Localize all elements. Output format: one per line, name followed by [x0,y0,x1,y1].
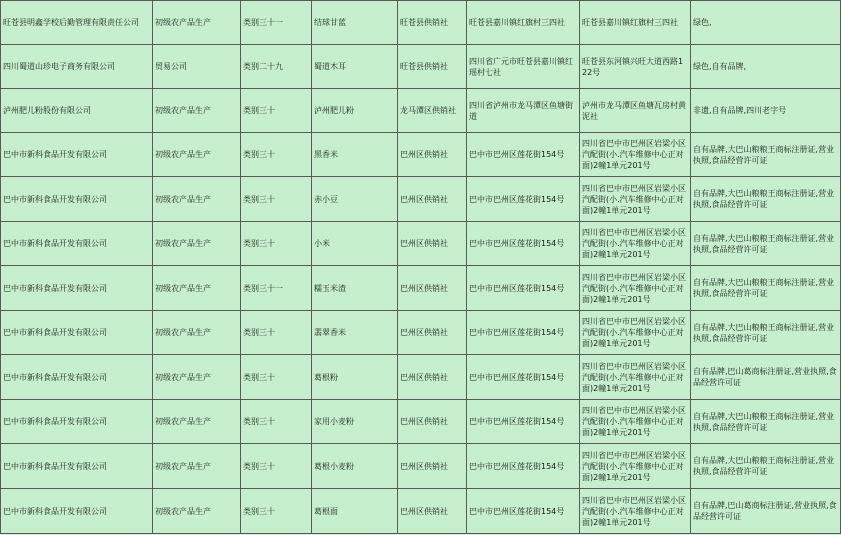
product-cell: 泸州肥儿粉 [312,89,398,133]
class-cell: 类别三十 [241,444,312,489]
category-cell: 初级农产品生产 [153,177,241,222]
production-address-cell: 旺苍县东河镇兴旺大道西路122号 [580,45,691,89]
product-cell: 黑香米 [312,133,398,177]
company-cell: 旺苍县明鑫学校后勤管理有限责任公司 [1,1,153,45]
supplier-cell: 巴州区供销社 [398,177,467,222]
note-cell: 自有品牌,大巴山粮粮王商标注册证,营业执照,食品经营许可证 [691,133,841,177]
product-cell: 葛根面 [312,489,398,534]
company-cell: 四川蜀道山珍电子商务有限公司 [1,45,153,89]
production-address-cell: 四川省巴中市巴州区岩梁小区汽配街(小.汽车维修中心正对面)2幢1单元201号 [580,400,691,444]
product-cell: 蜀道木耳 [312,45,398,89]
product-cell: 小米 [312,222,398,266]
company-cell: 巴中市新科食品开发有限公司 [1,489,153,534]
address-cell: 巴中市巴州区莲花街154号 [467,444,580,489]
supplier-cell: 旺苍县供销社 [398,1,467,45]
note-cell: 绿色, [691,1,841,45]
company-cell: 巴中市新科食品开发有限公司 [1,222,153,266]
category-cell: 初级农产品生产 [153,355,241,400]
class-cell: 类别三十 [241,489,312,534]
category-cell: 初级农产品生产 [153,1,241,45]
category-cell: 初级农产品生产 [153,266,241,311]
supplier-cell: 旺苍县供销社 [398,45,467,89]
product-cell: 糯玉米渣 [312,266,398,311]
address-cell: 四川省泸州市龙马潭区鱼塘街道 [467,89,580,133]
table-row [1,1,841,45]
supplier-cell: 巴州区供销社 [398,400,467,444]
company-cell: 巴中市新科食品开发有限公司 [1,355,153,400]
supplier-cell: 龙马潭区供销社 [398,89,467,133]
table-row [1,177,841,222]
company-cell: 巴中市新科食品开发有限公司 [1,311,153,355]
class-cell: 类别三十 [241,89,312,133]
table-row [1,355,841,400]
category-cell: 初级农产品生产 [153,489,241,534]
category-cell: 初级农产品生产 [153,311,241,355]
product-cell: 葛根粉 [312,355,398,400]
note-cell: 绿色,自有品牌, [691,45,841,89]
table-row [1,222,841,266]
address-cell: 巴中市巴州区莲花街154号 [467,355,580,400]
company-cell: 巴中市新科食品开发有限公司 [1,400,153,444]
supplier-cell: 巴州区供销社 [398,266,467,311]
supplier-cell: 巴州区供销社 [398,311,467,355]
supplier-cell: 巴州区供销社 [398,444,467,489]
address-cell: 巴中市巴州区莲花街154号 [467,266,580,311]
table-row [1,400,841,444]
production-address-cell: 四川省巴中市巴州区岩梁小区汽配街(小.汽车维修中心正对面)2幢1单元201号 [580,222,691,266]
company-cell: 泸州肥儿粉股份有限公司 [1,89,153,133]
production-address-cell: 旺苍县嘉川镇红旗村三四社 [580,1,691,45]
address-cell: 旺苍县嘉川镇红旗村三四社 [467,1,580,45]
note-cell: 自有品牌,大巴山粮粮王商标注册证,营业执照,食品经营许可证 [691,444,841,489]
address-cell: 巴中市巴州区莲花街154号 [467,400,580,444]
production-address-cell: 四川省巴中市巴州区岩梁小区汽配街(小.汽车维修中心正对面)2幢1单元201号 [580,133,691,177]
note-cell: 自有品牌,大巴山粮粮王商标注册证,营业执照,食品经营许可证 [691,311,841,355]
supplier-cell: 巴州区供销社 [398,222,467,266]
table-row [1,311,841,355]
note-cell: 非遗,自有品牌,四川老字号 [691,89,841,133]
address-cell: 巴中市巴州区莲花街154号 [467,133,580,177]
category-cell: 初级农产品生产 [153,222,241,266]
product-cell: 家用小麦粉 [312,400,398,444]
product-cell: 翡翠香米 [312,311,398,355]
class-cell: 类别三十 [241,355,312,400]
note-cell: 自有品牌,巴山葛商标注册证,营业执照,食品经营许可证 [691,355,841,400]
class-cell: 类别三十一 [241,1,312,45]
production-address-cell: 四川省巴中市巴州区岩梁小区汽配街(小.汽车维修中心正对面)2幢1单元201号 [580,311,691,355]
product-cell: 葛根小麦粉 [312,444,398,489]
company-cell: 巴中市新科食品开发有限公司 [1,177,153,222]
product-cell: 结球甘蓝 [312,1,398,45]
note-cell: 自有品牌,大巴山粮粮王商标注册证,营业执照,食品经营许可证 [691,177,841,222]
table-body [1,1,841,534]
table-row [1,45,841,89]
company-cell: 巴中市新科食品开发有限公司 [1,444,153,489]
note-cell: 自有品牌,大巴山粮粮王商标注册证,营业执照,食品经营许可证 [691,222,841,266]
class-cell: 类别三十 [241,311,312,355]
table-row [1,489,841,534]
supplier-cell: 巴州区供销社 [398,489,467,534]
category-cell: 初级农产品生产 [153,400,241,444]
class-cell: 类别三十 [241,400,312,444]
class-cell: 类别三十一 [241,266,312,311]
table-row [1,133,841,177]
address-cell: 巴中市巴州区莲花街154号 [467,222,580,266]
class-cell: 类别三十 [241,222,312,266]
table-row [1,444,841,489]
production-address-cell: 四川省巴中市巴州区岩梁小区汽配街(小.汽车维修中心正对面)2幢1单元201号 [580,444,691,489]
production-address-cell: 四川省巴中市巴州区岩梁小区汽配街(小.汽车维修中心正对面)2幢1单元201号 [580,177,691,222]
production-address-cell: 四川省巴中市巴州区岩梁小区汽配街(小.汽车维修中心正对面)2幢1单元201号 [580,355,691,400]
category-cell: 贸易公司 [153,45,241,89]
class-cell: 类别三十 [241,133,312,177]
table-row [1,266,841,311]
category-cell: 初级农产品生产 [153,444,241,489]
production-address-cell: 四川省巴中市巴州区岩梁小区汽配街(小.汽车维修中心正对面)2幢1单元201号 [580,266,691,311]
supplier-cell: 巴州区供销社 [398,355,467,400]
company-cell: 巴中市新科食品开发有限公司 [1,266,153,311]
address-cell: 巴中市巴州区莲花街154号 [467,177,580,222]
company-cell: 巴中市新科食品开发有限公司 [1,133,153,177]
note-cell: 自有品牌,大巴山粮粮王商标注册证,营业执照,食品经营许可证 [691,266,841,311]
note-cell: 自有品牌,巴山葛商标注册证,营业执照,食品经营许可证 [691,489,841,534]
class-cell: 类别三十 [241,177,312,222]
category-cell: 初级农产品生产 [153,133,241,177]
product-cell: 赤小豆 [312,177,398,222]
production-address-cell: 四川省巴中市巴州区岩梁小区汽配街(小.汽车维修中心正对面)2幢1单元201号 [580,489,691,534]
note-cell: 自有品牌,大巴山粮粮王商标注册证,营业执照,食品经营许可证 [691,400,841,444]
table-row [1,89,841,133]
category-cell: 初级农产品生产 [153,89,241,133]
address-cell: 巴中市巴州区莲花街154号 [467,311,580,355]
class-cell: 类别二十九 [241,45,312,89]
address-cell: 巴中市巴州区莲花街154号 [467,489,580,534]
supplier-cell: 巴州区供销社 [398,133,467,177]
address-cell: 四川省广元市旺苍县嘉川镇红瑶村七社 [467,45,580,89]
production-address-cell: 泸州市龙马潭区鱼塘瓦房村黄泥社 [580,89,691,133]
